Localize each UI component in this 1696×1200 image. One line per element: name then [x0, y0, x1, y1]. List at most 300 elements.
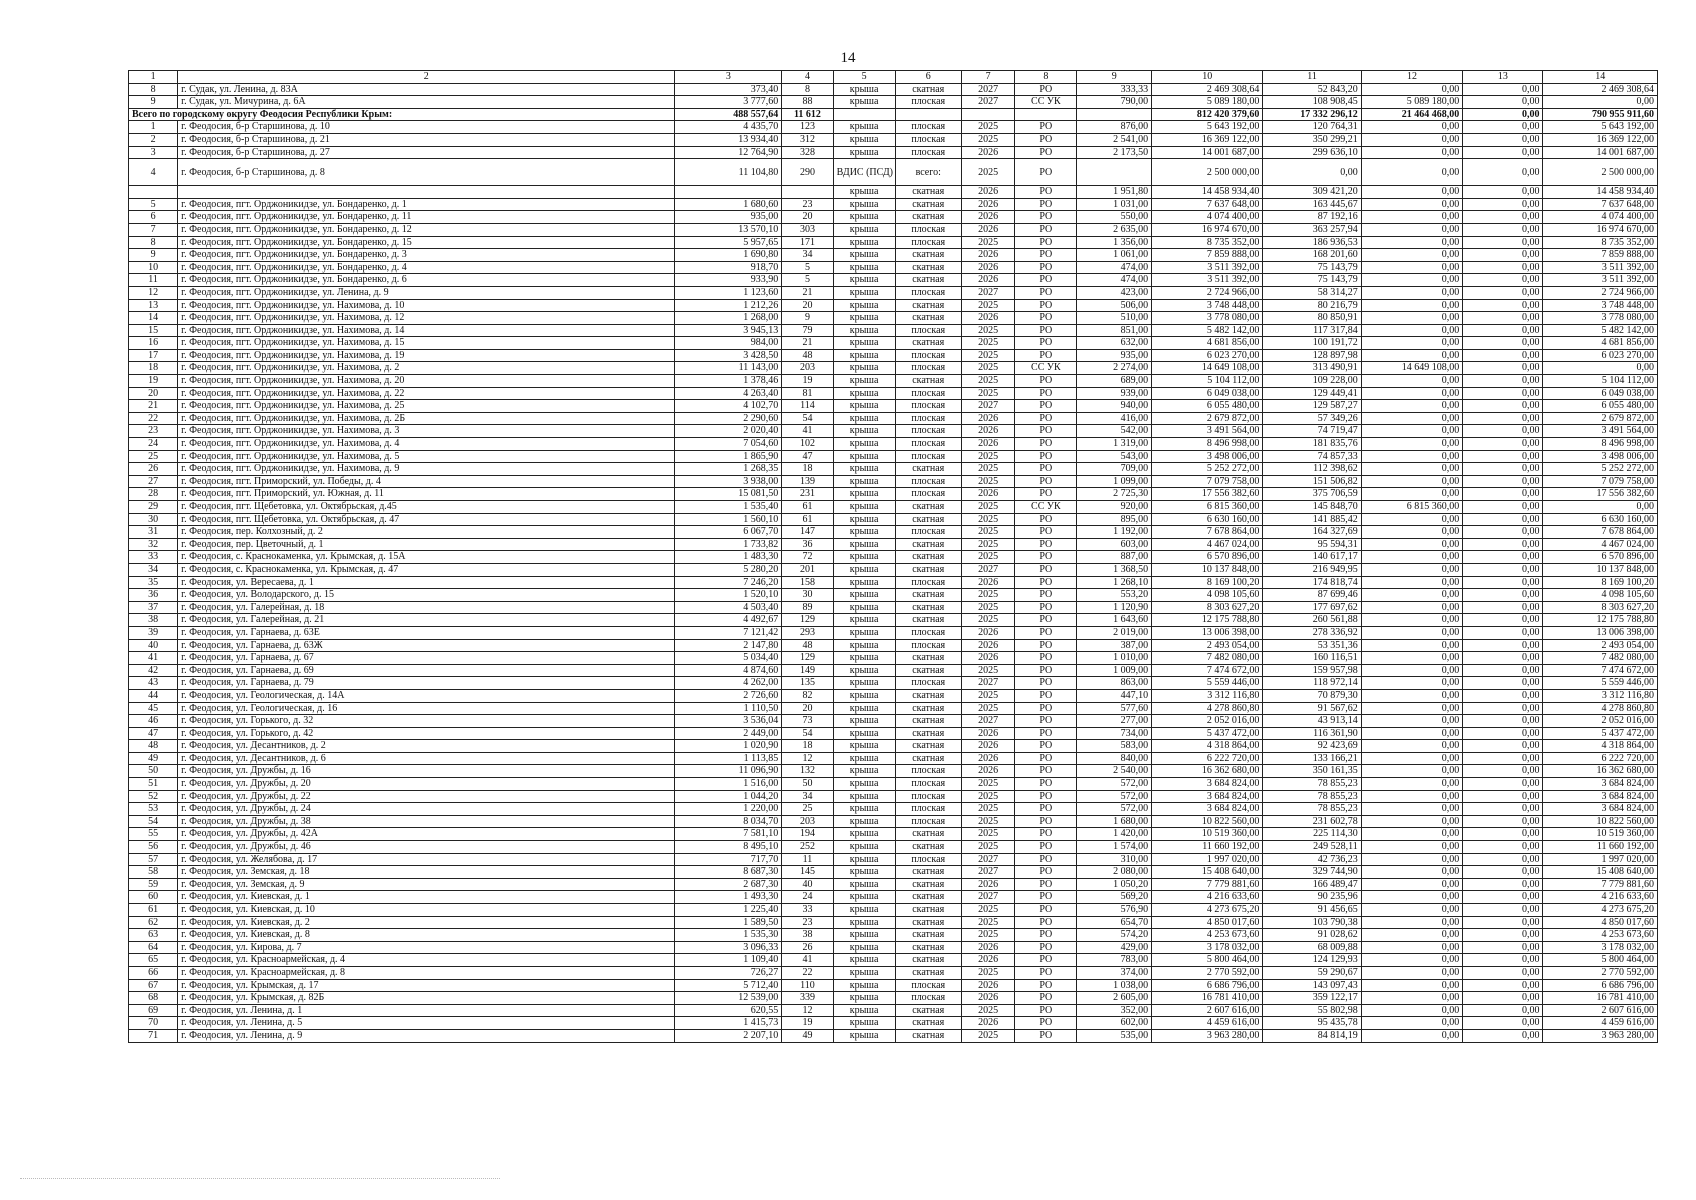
table-cell: 895,00: [1077, 513, 1152, 526]
address-cell: г. Феодосия, пгт. Орджоникидзе, ул. Ленина, д. 9: [178, 286, 675, 299]
table-cell: 5 034,40: [675, 652, 782, 665]
table-row: [129, 929, 1658, 942]
table-cell: 0,00: [1463, 853, 1543, 866]
table-cell: 0,00: [1361, 765, 1463, 778]
table-row: [129, 828, 1658, 841]
table-cell: 0,00: [1361, 828, 1463, 841]
table-cell: 572,00: [1077, 803, 1152, 816]
table-cell: 3 748 448,00: [1152, 299, 1263, 312]
table-cell: 310,00: [1077, 853, 1152, 866]
table-cell: 0,00: [1463, 337, 1543, 350]
table-cell: 3 748 448,00: [1543, 299, 1658, 312]
table-cell: 12 764,90: [675, 146, 782, 159]
table-cell: 7 482 080,00: [1152, 652, 1263, 665]
table-cell: 3 945,13: [675, 324, 782, 337]
table-cell: 0,00: [1361, 1017, 1463, 1030]
table-cell: 1 319,00: [1077, 438, 1152, 451]
table-cell: 0,00: [1361, 133, 1463, 146]
table-cell: 0,00: [1463, 324, 1543, 337]
table-cell: 1 589,50: [675, 916, 782, 929]
table-cell: 1 038,00: [1077, 979, 1152, 992]
address-cell: [178, 186, 675, 199]
table-cell: 2026: [961, 312, 1014, 325]
table-cell: 158: [782, 576, 833, 589]
table-cell: крыша: [833, 349, 895, 362]
table-cell: 2 770 592,00: [1152, 966, 1263, 979]
table-cell: 123: [782, 121, 833, 134]
table-cell: 0,00: [1463, 513, 1543, 526]
table-cell: 0,00: [1463, 1029, 1543, 1042]
table-cell: 3 178 032,00: [1152, 941, 1263, 954]
table-cell: 2025: [961, 475, 1014, 488]
table-cell: 2026: [961, 211, 1014, 224]
table-cell: 40: [782, 878, 833, 891]
table-row: [129, 425, 1658, 438]
table-cell: крыша: [833, 211, 895, 224]
table-cell: крыша: [833, 312, 895, 325]
header-cell: 1: [129, 71, 178, 84]
table-cell: 2025: [961, 450, 1014, 463]
table-cell: 5 559 446,00: [1152, 677, 1263, 690]
table-cell: 0,00: [1463, 526, 1543, 539]
table-cell: 4 278 860,80: [1152, 702, 1263, 715]
table-cell: 12 175 788,80: [1152, 614, 1263, 627]
table-cell: 3 684 824,00: [1152, 778, 1263, 791]
table-cell: 416,00: [1077, 412, 1152, 425]
table-cell: крыша: [833, 790, 895, 803]
table-cell: 0,00: [1361, 639, 1463, 652]
table-cell: 0,00: [1361, 312, 1463, 325]
table-cell: 124 129,93: [1263, 954, 1361, 967]
table-cell: 52 843,20: [1263, 83, 1361, 96]
table-cell: 28: [129, 488, 178, 501]
table-row: [129, 765, 1658, 778]
table-cell: 3 684 824,00: [1152, 790, 1263, 803]
table-cell: 19: [129, 375, 178, 388]
table-cell: скатная: [895, 299, 961, 312]
table-cell: 876,00: [1077, 121, 1152, 134]
table-cell: крыша: [833, 186, 895, 199]
table-cell: 0,00: [1463, 96, 1543, 109]
table-cell: 43: [129, 677, 178, 690]
table-cell: 7 054,60: [675, 438, 782, 451]
table-row: [129, 286, 1658, 299]
table-cell: 7 859 888,00: [1152, 249, 1263, 262]
table-cell: 118 972,14: [1263, 677, 1361, 690]
table-cell: СС УК: [1015, 362, 1077, 375]
table-cell: всего:: [895, 159, 961, 186]
table-cell: крыша: [833, 715, 895, 728]
table-cell: РО: [1015, 815, 1077, 828]
table-cell: 0,00: [1463, 652, 1543, 665]
table-cell: РО: [1015, 198, 1077, 211]
table-cell: 602,00: [1077, 1017, 1152, 1030]
table-row: [129, 715, 1658, 728]
table-cell: 7 637 648,00: [1152, 198, 1263, 211]
table-cell: скатная: [895, 752, 961, 765]
table-cell: 0,00: [1463, 803, 1543, 816]
table-row: [129, 702, 1658, 715]
table-cell: 2025: [961, 337, 1014, 350]
table-row: [129, 904, 1658, 917]
table-cell: 2027: [961, 83, 1014, 96]
table-cell: 7 678 864,00: [1152, 526, 1263, 539]
table-cell: 1 493,30: [675, 891, 782, 904]
table-cell: [895, 108, 961, 121]
table-cell: 0,00: [1361, 966, 1463, 979]
table-cell: 4 467 024,00: [1152, 538, 1263, 551]
table-cell: 50: [782, 778, 833, 791]
table-cell: 0,00: [1361, 878, 1463, 891]
table-cell: РО: [1015, 664, 1077, 677]
table-row: [129, 664, 1658, 677]
table-cell: 4 253 673,60: [1543, 929, 1658, 942]
table-cell: 54: [129, 815, 178, 828]
table-cell: 2025: [961, 966, 1014, 979]
table-cell: 0,00: [1463, 261, 1543, 274]
table-cell: 5 089 180,00: [1152, 96, 1263, 109]
table-cell: 260 561,88: [1263, 614, 1361, 627]
table-row: [129, 375, 1658, 388]
table-cell: 53 351,36: [1263, 639, 1361, 652]
table-cell: скатная: [895, 727, 961, 740]
table-cell: 2 724 966,00: [1543, 286, 1658, 299]
table-row: [129, 614, 1658, 627]
table-cell: плоская: [895, 286, 961, 299]
table-cell: РО: [1015, 979, 1077, 992]
table-cell: РО: [1015, 740, 1077, 753]
table-cell: 2026: [961, 740, 1014, 753]
table-cell: 0,00: [1463, 121, 1543, 134]
table-cell: крыша: [833, 551, 895, 564]
table-cell: 4 098 105,60: [1152, 589, 1263, 602]
table-cell: 2026: [961, 223, 1014, 236]
table-row: [129, 261, 1658, 274]
table-row: [129, 601, 1658, 614]
table-cell: 36: [129, 589, 178, 602]
table-cell: 572,00: [1077, 778, 1152, 791]
table-cell: 0,00: [1463, 400, 1543, 413]
table-cell: 82: [782, 689, 833, 702]
table-cell: 129 449,41: [1263, 387, 1361, 400]
table-cell: 10 822 560,00: [1152, 815, 1263, 828]
header-cell: 14: [1543, 71, 1658, 84]
address-cell: г. Феодосия, ул. Ленина, д. 9: [178, 1029, 675, 1042]
table-cell: 73: [782, 715, 833, 728]
table-cell: РО: [1015, 211, 1077, 224]
table-cell: 6 570 896,00: [1152, 551, 1263, 564]
address-cell: г. Феодосия, ул. Дружбы, д. 16: [178, 765, 675, 778]
table-cell: 5: [782, 274, 833, 287]
table-cell: 0,00: [1361, 349, 1463, 362]
table-cell: 2 469 308,64: [1152, 83, 1263, 96]
address-cell: г. Феодосия, пгт. Орджоникидзе, ул. Нахимова, д. 25: [178, 400, 675, 413]
table-cell: 5 800 464,00: [1152, 954, 1263, 967]
table-cell: 2025: [961, 601, 1014, 614]
address-cell: г. Феодосия, пгт. Орджоникидзе, ул. Бондаренко, д. 12: [178, 223, 675, 236]
table-cell: 0,00: [1361, 286, 1463, 299]
table-cell: 0,00: [1361, 488, 1463, 501]
table-cell: 11 612: [782, 108, 833, 121]
table-row: [129, 96, 1658, 109]
table-row: [129, 299, 1658, 312]
table-cell: 3 096,33: [675, 941, 782, 954]
table-cell: РО: [1015, 626, 1077, 639]
table-cell: 8 169 100,20: [1543, 576, 1658, 589]
table-cell: 13 570,10: [675, 223, 782, 236]
table-cell: 69: [129, 1004, 178, 1017]
table-cell: 17 556 382,60: [1543, 488, 1658, 501]
table-cell: 4 262,00: [675, 677, 782, 690]
table-cell: крыша: [833, 664, 895, 677]
table-cell: 2025: [961, 551, 1014, 564]
table-cell: 186 936,53: [1263, 236, 1361, 249]
table-cell: 0,00: [1463, 589, 1543, 602]
table-cell: 57 349,26: [1263, 412, 1361, 425]
address-cell: г. Феодосия, пгт. Приморский, ул. Южная, д. 11: [178, 488, 675, 501]
address-cell: г. Феодосия, ул. Геологическая, д. 14А: [178, 689, 675, 702]
table-cell: скатная: [895, 83, 961, 96]
table-cell: 840,00: [1077, 752, 1152, 765]
table-cell: 103 790,38: [1263, 916, 1361, 929]
address-cell: г. Феодосия, пгт. Щебетовка, ул. Октябрьская, д. 47: [178, 513, 675, 526]
table-row: [129, 815, 1658, 828]
table-cell: 0,00: [1463, 108, 1543, 121]
table-cell: скатная: [895, 740, 961, 753]
table-cell: 0,00: [1361, 83, 1463, 96]
table-cell: 68 009,88: [1263, 941, 1361, 954]
table-cell: 1 997 020,00: [1152, 853, 1263, 866]
table-cell: 2 493 054,00: [1152, 639, 1263, 652]
table-cell: 851,00: [1077, 324, 1152, 337]
table-cell: 4: [129, 159, 178, 186]
table-cell: 2025: [961, 589, 1014, 602]
table-cell: РО: [1015, 929, 1077, 942]
address-cell: г. Феодосия, ул. Десантников, д. 6: [178, 752, 675, 765]
table-cell: 10 519 360,00: [1543, 828, 1658, 841]
table-cell: 3 511 392,00: [1152, 274, 1263, 287]
address-cell: г. Феодосия, пер. Колхозный, д. 2: [178, 526, 675, 539]
address-cell: г. Феодосия, ул. Галерейная, д. 21: [178, 614, 675, 627]
address-cell: г. Феодосия, пгт. Орджоникидзе, ул. Нахимова, д. 4: [178, 438, 675, 451]
table-cell: плоская: [895, 324, 961, 337]
table-cell: 15 408 640,00: [1543, 866, 1658, 879]
address-cell: г. Феодосия, ул. Ленина, д. 1: [178, 1004, 675, 1017]
table-cell: 80 850,91: [1263, 312, 1361, 325]
table-cell: 12: [782, 752, 833, 765]
table-cell: плоская: [895, 438, 961, 451]
table-cell: 231: [782, 488, 833, 501]
table-cell: 16 974 670,00: [1543, 223, 1658, 236]
table-cell: 0,00: [1361, 954, 1463, 967]
table-cell: 168 201,60: [1263, 249, 1361, 262]
table-cell: 0,00: [1463, 639, 1543, 652]
table-cell: 13 006 398,00: [1152, 626, 1263, 639]
table-cell: 2 052 016,00: [1152, 715, 1263, 728]
table-cell: 569,20: [1077, 891, 1152, 904]
table-cell: 84 814,19: [1263, 1029, 1361, 1042]
table-cell: РО: [1015, 853, 1077, 866]
table-cell: 3 491 564,00: [1152, 425, 1263, 438]
table-cell: 2025: [961, 526, 1014, 539]
table-cell: 935,00: [1077, 349, 1152, 362]
table-cell: плоская: [895, 853, 961, 866]
table-cell: 54: [782, 412, 833, 425]
table-cell: 2025: [961, 904, 1014, 917]
table-cell: 19: [782, 375, 833, 388]
table-cell: 14 001 687,00: [1152, 146, 1263, 159]
table-cell: 129: [782, 614, 833, 627]
table-cell: 2025: [961, 121, 1014, 134]
table-cell: 0,00: [1361, 211, 1463, 224]
table-cell: 74 857,33: [1263, 450, 1361, 463]
table-cell: 717,70: [675, 853, 782, 866]
table-cell: 2027: [961, 853, 1014, 866]
table-cell: 5 957,65: [675, 236, 782, 249]
table-cell: 0,00: [1463, 274, 1543, 287]
table-cell: 303: [782, 223, 833, 236]
table-cell: 2025: [961, 803, 1014, 816]
table-cell: 5 252 272,00: [1543, 463, 1658, 476]
table-cell: 20: [782, 702, 833, 715]
table-cell: 0,00: [1463, 752, 1543, 765]
address-cell: г. Феодосия, с. Краснокаменка, ул. Крымская, д. 47: [178, 563, 675, 576]
table-cell: РО: [1015, 803, 1077, 816]
table-row: [129, 108, 1658, 121]
table-cell: 151 506,82: [1263, 475, 1361, 488]
table-cell: РО: [1015, 412, 1077, 425]
table-cell: РО: [1015, 475, 1077, 488]
table-cell: 59: [129, 878, 178, 891]
table-cell: 21: [782, 286, 833, 299]
table-cell: 15 081,50: [675, 488, 782, 501]
table-row: [129, 639, 1658, 652]
table-cell: 632,00: [1077, 337, 1152, 350]
table-cell: скатная: [895, 261, 961, 274]
table-cell: 79: [782, 324, 833, 337]
table-cell: скатная: [895, 891, 961, 904]
table-cell: 159 957,98: [1263, 664, 1361, 677]
table-cell: плоская: [895, 526, 961, 539]
table-cell: крыша: [833, 614, 895, 627]
table-cell: РО: [1015, 589, 1077, 602]
table-cell: 17 332 296,12: [1263, 108, 1361, 121]
table-cell: крыша: [833, 626, 895, 639]
table-cell: 2025: [961, 375, 1014, 388]
table-cell: 7 779 881,60: [1543, 878, 1658, 891]
table-cell: 4 273 675,20: [1543, 904, 1658, 917]
table-row: [129, 324, 1658, 337]
table-cell: 89: [782, 601, 833, 614]
table-cell: РО: [1015, 916, 1077, 929]
table-cell: 13 006 398,00: [1543, 626, 1658, 639]
table-cell: 2026: [961, 198, 1014, 211]
table-cell: 0,00: [1463, 412, 1543, 425]
table-row: [129, 400, 1658, 413]
table-cell: 87 192,16: [1263, 211, 1361, 224]
table-cell: 620,55: [675, 1004, 782, 1017]
table-cell: крыша: [833, 375, 895, 388]
address-cell: г. Феодосия, пгт. Орджоникидзе, ул. Нахимова, д. 2Б: [178, 412, 675, 425]
table-cell: 0,00: [1361, 689, 1463, 702]
table-cell: 7 779 881,60: [1152, 878, 1263, 891]
address-cell: г. Феодосия, с. Краснокаменка, ул. Крымская, д. 15А: [178, 551, 675, 564]
table-cell: РО: [1015, 312, 1077, 325]
table-row: [129, 463, 1658, 476]
address-cell: г. Феодосия, ул. Галерейная, д. 18: [178, 601, 675, 614]
table-cell: РО: [1015, 261, 1077, 274]
table-cell: 542,00: [1077, 425, 1152, 438]
table-cell: 0,00: [1361, 463, 1463, 476]
table-row: [129, 626, 1658, 639]
address-cell: г. Феодосия, ул. Крымская, д. 17: [178, 979, 675, 992]
table-cell: 4 459 616,00: [1543, 1017, 1658, 1030]
table-row: [129, 752, 1658, 765]
table-cell: крыша: [833, 121, 895, 134]
table-cell: РО: [1015, 841, 1077, 854]
table-cell: 0,00: [1463, 236, 1543, 249]
table-cell: 71: [129, 1029, 178, 1042]
table-cell: 1 192,00: [1077, 526, 1152, 539]
table-cell: 2 173,50: [1077, 146, 1152, 159]
table-cell: 2025: [961, 349, 1014, 362]
table-cell: 2025: [961, 828, 1014, 841]
table-cell: 0,00: [1463, 979, 1543, 992]
header-cell: 8: [1015, 71, 1077, 84]
table-cell: 17: [129, 349, 178, 362]
table-cell: 3 536,04: [675, 715, 782, 728]
table-cell: 74 719,47: [1263, 425, 1361, 438]
table-cell: 2026: [961, 249, 1014, 262]
table-cell: 177 697,62: [1263, 601, 1361, 614]
table-cell: 0,00: [1463, 929, 1543, 942]
table-cell: 2026: [961, 261, 1014, 274]
table-cell: 100 191,72: [1263, 337, 1361, 350]
table-cell: 0,00: [1463, 841, 1543, 854]
table-cell: 75 143,79: [1263, 274, 1361, 287]
header-cell: 4: [782, 71, 833, 84]
table-cell: 55 802,98: [1263, 1004, 1361, 1017]
table-cell: 0,00: [1361, 853, 1463, 866]
table-cell: 61: [782, 501, 833, 514]
table-cell: крыша: [833, 198, 895, 211]
table-cell: крыша: [833, 891, 895, 904]
table-cell: 0,00: [1463, 740, 1543, 753]
table-cell: 78 855,23: [1263, 790, 1361, 803]
table-cell: ВДИС (ПСД): [833, 159, 895, 186]
table-cell: 16 362 680,00: [1152, 765, 1263, 778]
table-cell: РО: [1015, 715, 1077, 728]
footer-line: [20, 1178, 500, 1179]
table-cell: 181 835,76: [1263, 438, 1361, 451]
table-cell: РО: [1015, 159, 1077, 186]
table-cell: 6 815 360,00: [1152, 501, 1263, 514]
table-cell: 36: [782, 538, 833, 551]
table-row: [129, 1004, 1658, 1017]
table-cell: 29: [129, 501, 178, 514]
table-cell: 4 273 675,20: [1152, 904, 1263, 917]
table-cell: скатная: [895, 689, 961, 702]
table-cell: 8: [129, 236, 178, 249]
table-cell: 38: [129, 614, 178, 627]
table-row: [129, 538, 1658, 551]
table-cell: 4 216 633,60: [1543, 891, 1658, 904]
table-cell: 0,00: [1361, 299, 1463, 312]
table-cell: крыша: [833, 992, 895, 1005]
table-cell: 2 726,60: [675, 689, 782, 702]
table-cell: крыша: [833, 438, 895, 451]
table-cell: плоская: [895, 236, 961, 249]
